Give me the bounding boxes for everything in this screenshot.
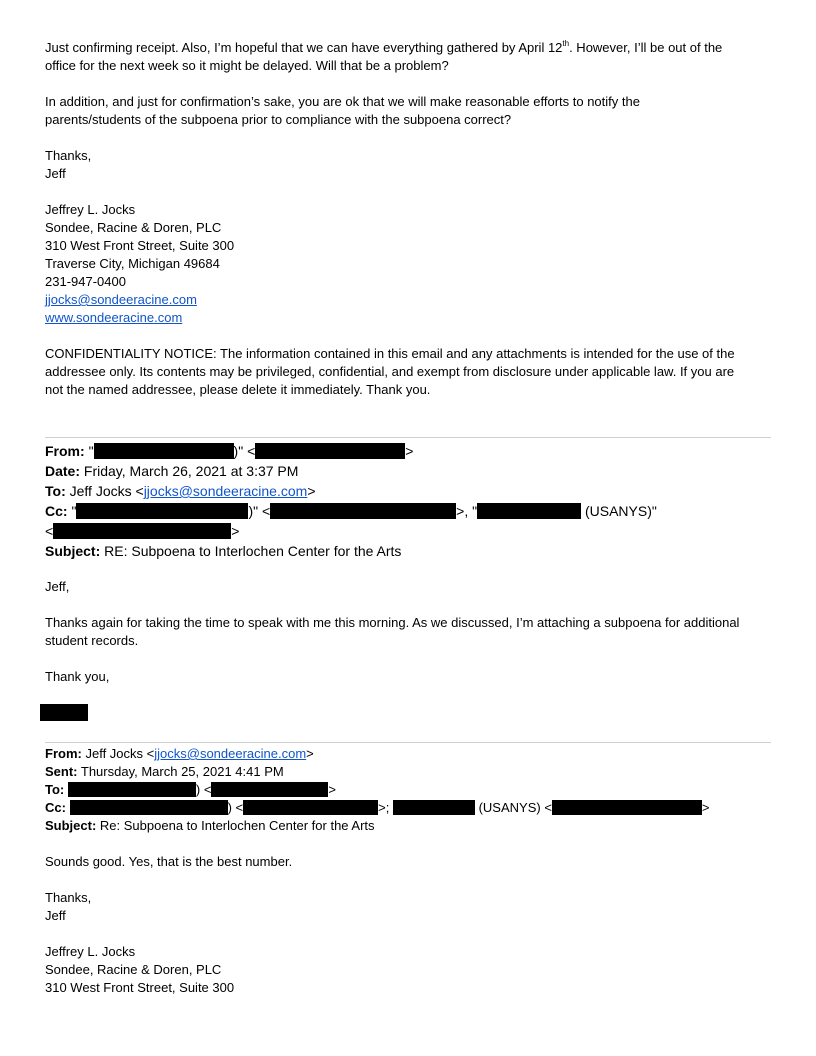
body-paragraph-1-line-1 (45, 39, 722, 57)
header-to-line (45, 781, 336, 799)
confidentiality-line-3: not the named addressee, please delete it immediately. Thank you. (45, 382, 431, 397)
from-label: From: (45, 746, 82, 761)
confidentiality-line-1: CONFIDENTIALITY NOTICE: The information contained in this email and any attachments is intended for the use of the (45, 346, 735, 361)
redaction-block (211, 782, 328, 797)
to-label: To: (45, 782, 65, 797)
delimiter: ) < (227, 800, 244, 815)
body-paragraph-1-line-2: office for the next week so it might be delayed. Will that be a problem? (45, 58, 449, 73)
redaction-block (255, 443, 405, 459)
delimiter: )" < (233, 443, 256, 459)
confidentiality-line-2: addressee only. Its contents may be privileged, confidential, and exempt from disclosure under applicable law. If you are (45, 364, 735, 379)
header-date-line (45, 461, 298, 481)
website-link[interactable]: www.sondeeracine.com (45, 310, 183, 325)
signature-website-link[interactable] (45, 309, 182, 327)
to-label: To: (45, 483, 66, 499)
delimiter: > (405, 443, 414, 459)
cc-usanys: (USANYS) < (478, 800, 552, 815)
body-paragraph-2-line-2: parents/students of the subpoena prior to compliance with the subpoena correct? (45, 112, 512, 127)
closing: Thank you, (45, 669, 110, 684)
sent-value: Thursday, March 25, 2021 4:41 PM (80, 764, 284, 779)
delimiter: > (701, 800, 710, 815)
signature-name: Jeffrey L. Jocks (45, 944, 136, 959)
delimiter: ) < (195, 782, 212, 797)
body-line-2: student records. (45, 633, 139, 648)
body-line: Sounds good. Yes, that is the best number. (45, 854, 293, 869)
signature-email-link[interactable] (45, 291, 197, 309)
quote-mark: " (71, 503, 77, 519)
date-value: Friday, March 26, 2021 at 3:37 PM (83, 463, 299, 479)
email-link[interactable]: jjocks@sondeeracine.com (45, 292, 197, 307)
delimiter: >; (378, 800, 390, 815)
delimiter: > (328, 782, 337, 797)
redaction-block (393, 800, 475, 815)
body-text: . However, I’ll be out of the (569, 40, 723, 55)
signature-firm: Sondee, Racine & Doren, PLC (45, 962, 222, 977)
signature-firm: Sondee, Racine & Doren, PLC (45, 220, 222, 235)
redaction-block (76, 503, 248, 519)
subject-label: Subject: (45, 818, 97, 833)
subject-label: Subject: (45, 543, 101, 559)
closing-signoff: Jeff (45, 166, 66, 181)
redaction-block (70, 800, 228, 815)
body-line-1: Thanks again for taking the time to speak with me this morning. As we discussed, I’m attaching a subpoena for additional (45, 615, 740, 630)
cc-label: Cc: (45, 800, 66, 815)
header-from-line (45, 745, 314, 763)
redaction-block (552, 800, 702, 815)
redaction-block (477, 503, 581, 519)
greeting: Jeff, (45, 579, 70, 594)
subject-value: Re: Subpoena to Interlochen Center for the Arts (99, 818, 375, 833)
from-email-link[interactable]: jjocks@sondeeracine.com (154, 746, 307, 761)
header-cc-line-2 (45, 521, 239, 541)
header-cc-line (45, 799, 710, 817)
cc-usanys: (USANYS)" (584, 503, 657, 519)
signature-city: Traverse City, Michigan 49684 (45, 256, 220, 271)
redaction-block (94, 443, 234, 459)
header-subject-line (45, 541, 401, 561)
signature-street: 310 West Front Street, Suite 300 (45, 980, 235, 995)
header-cc-line (45, 501, 657, 521)
delimiter: > (306, 746, 314, 761)
closing-thanks: Thanks, (45, 890, 92, 905)
to-name: Jeff Jocks < (69, 483, 144, 499)
delimiter: > (231, 523, 240, 539)
date-label: Date: (45, 463, 81, 479)
subject-value: RE: Subpoena to Interlochen Center for the Arts (104, 543, 402, 559)
closing-thanks: Thanks, (45, 148, 92, 163)
body-paragraph-2-line-1: In addition, and just for confirmation’s sake, you are ok that we will make reasonable efforts to notify the (45, 94, 640, 109)
to-email-link[interactable]: jjocks@sondeeracine.com (143, 483, 308, 499)
redacted-signature (40, 704, 88, 721)
signature-street: 310 West Front Street, Suite 300 (45, 238, 235, 253)
sent-label: Sent: (45, 764, 78, 779)
signature-phone: 231-947-0400 (45, 274, 126, 289)
cc-label: Cc: (45, 503, 68, 519)
delimiter: < (45, 523, 54, 539)
delimiter: )" < (248, 503, 271, 519)
divider (45, 437, 771, 438)
header-sent-line (45, 763, 284, 781)
redaction-block (270, 503, 456, 519)
delimiter: >, " (456, 503, 478, 519)
redaction-block (68, 782, 196, 797)
divider (45, 742, 771, 743)
signature-name: Jeffrey L. Jocks (45, 202, 136, 217)
redaction-block (243, 800, 378, 815)
delimiter: > (307, 483, 316, 499)
closing-signoff: Jeff (45, 908, 66, 923)
body-text: Just confirming receipt. Also, I’m hopeful that we can have everything gathered by April 12 (45, 40, 563, 55)
quote-mark: " (88, 443, 94, 459)
header-from-line (45, 441, 413, 461)
from-label: From: (45, 443, 85, 459)
from-name: Jeff Jocks < (85, 746, 155, 761)
superscript: th (562, 39, 570, 48)
header-to-line (45, 481, 316, 501)
redaction-block (53, 523, 231, 539)
header-subject-line (45, 817, 375, 835)
